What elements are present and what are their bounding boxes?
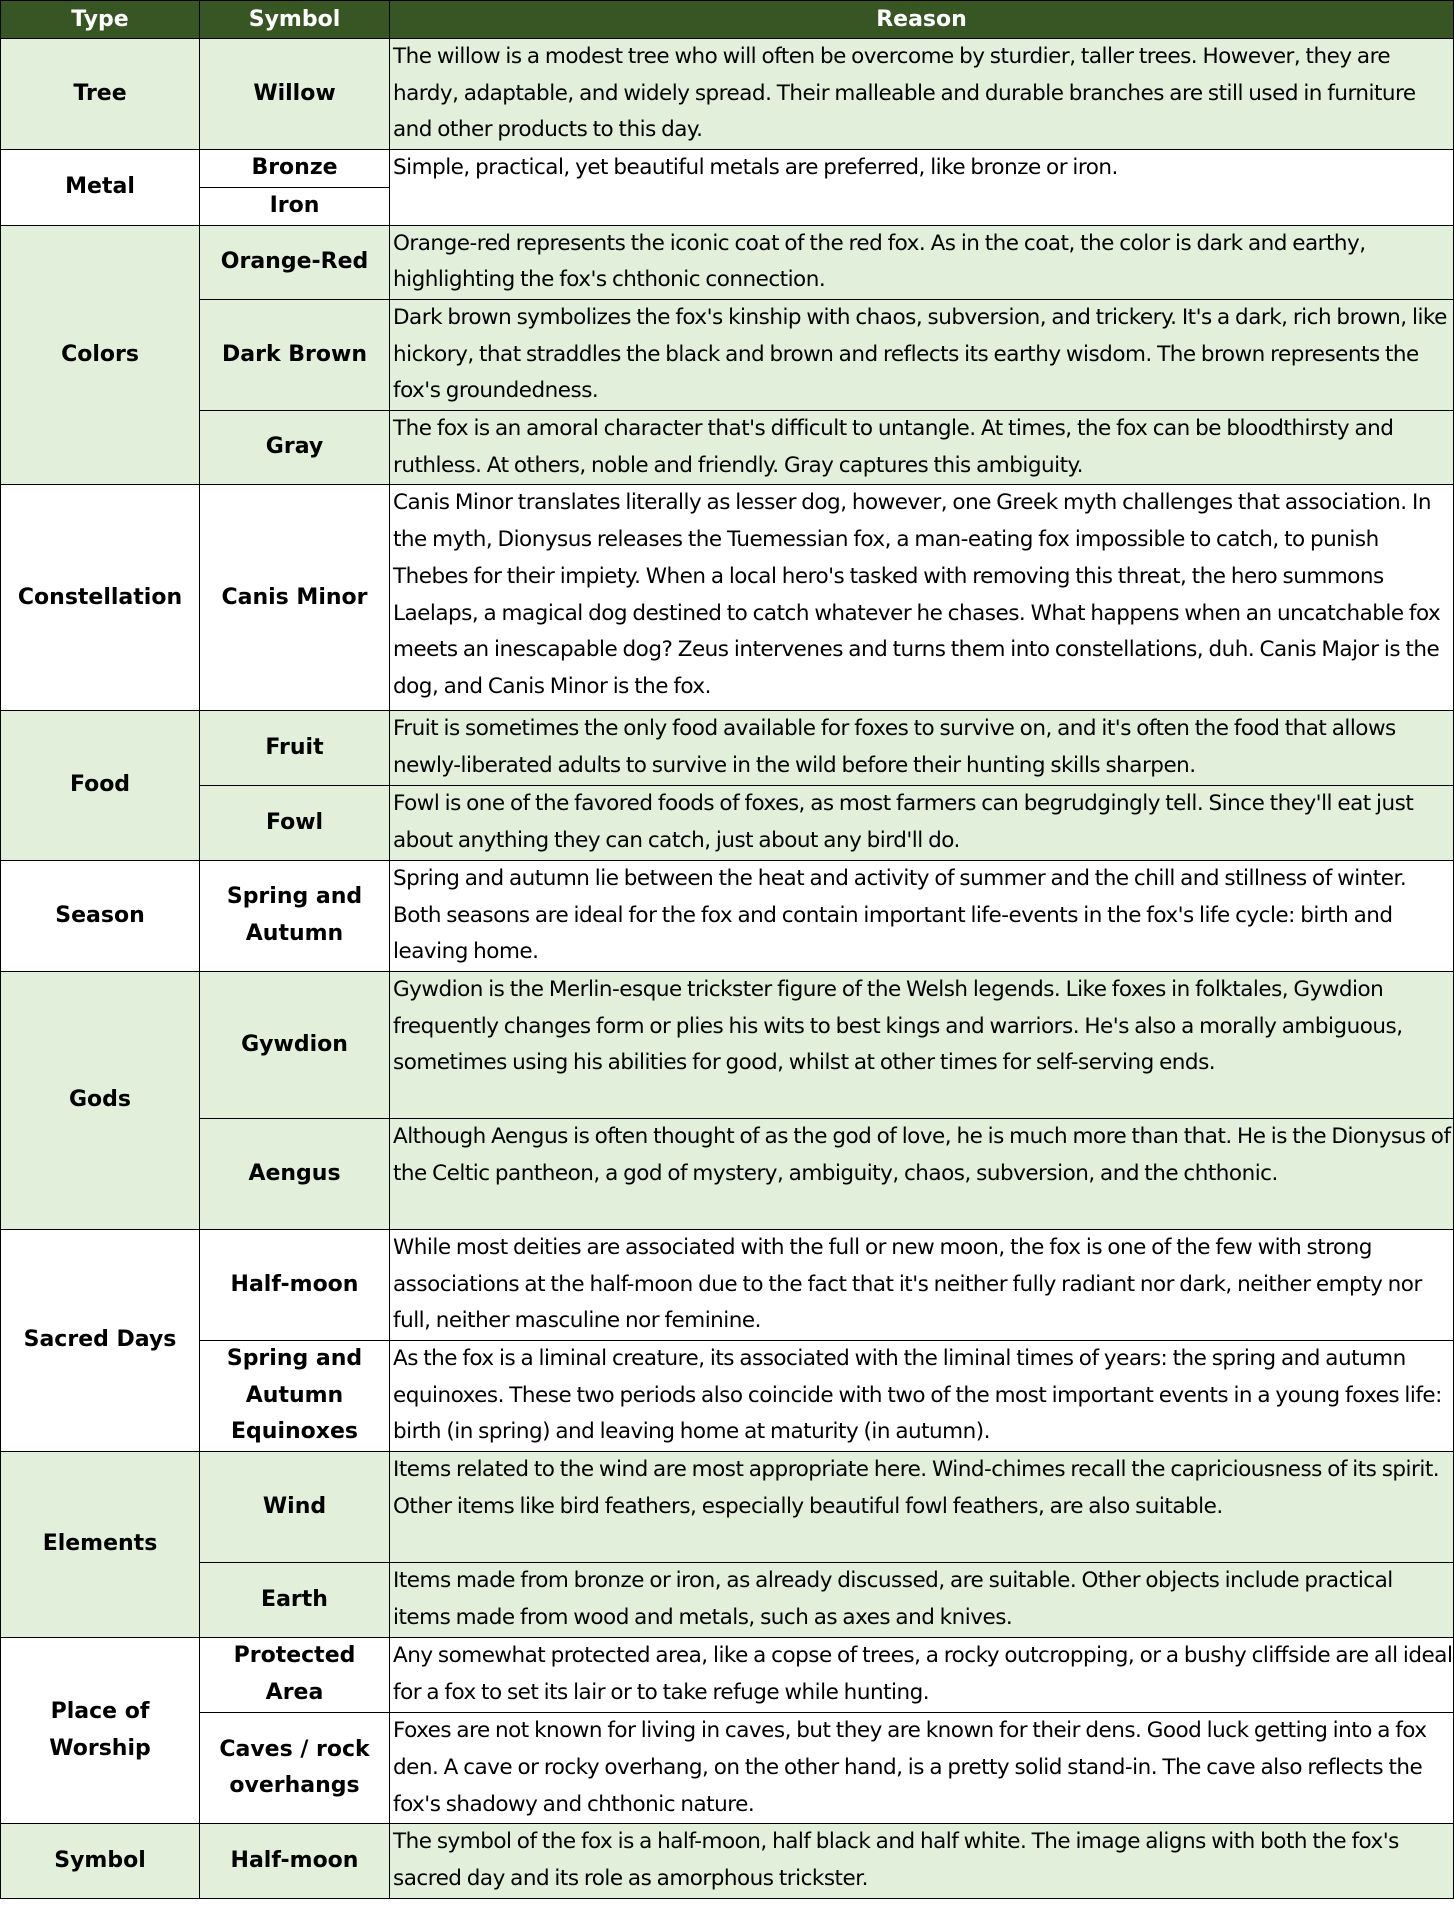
table-row xyxy=(1,1118,1454,1229)
table-row xyxy=(1,786,1454,860)
reason-cell: The fox is an amoral character that's difficult to untangle. At times, the fox can be bloodthirsty and ruthless. At others, noble and friendly. Gray captures this ambiguity. xyxy=(390,411,1454,485)
table-row xyxy=(1,411,1454,485)
type-cell: Tree xyxy=(1,39,200,150)
table-row xyxy=(1,39,1454,150)
header-reason: Reason xyxy=(390,1,1454,39)
reason-cell: Simple, practical, yet beautiful metals are preferred, like bronze or iron. xyxy=(390,150,1454,225)
type-cell: Symbol xyxy=(1,1824,200,1899)
symbol-cell: Half-moon xyxy=(200,1824,390,1899)
reason-cell: Dark brown symbolizes the fox's kinship with chaos, subversion, and trickery. It's a dark, rich brown, like hickory, that straddles the black and brown and reflects its earthy wisdom. The brown represents the fox's groundedness. xyxy=(390,299,1454,410)
table-row xyxy=(1,1341,1454,1452)
reason-cell: Orange-red represents the iconic coat of the red fox. As in the coat, the color is dark and earthy, highlighting the fox's chthonic connection. xyxy=(390,225,1454,299)
symbol-cell: Protected Area xyxy=(200,1638,390,1713)
symbol-cell: Wind xyxy=(200,1452,390,1563)
reason-cell: Any somewhat protected area, like a copse of trees, a rocky outcropping, or a bushy cliffside are all ideal for a fox to set its lair or to take refuge while hunting. xyxy=(390,1638,1454,1713)
reason-cell: Gywdion is the Merlin-esque trickster figure of the Welsh legends. Like foxes in folktales, Gywdion frequently changes form or plies his wits to best kings and warriors. He's also a morally ambiguous, sometimes using his abilities for good, whilst at other times for self-serving ends. xyxy=(390,971,1454,1118)
symbol-cell: Fowl xyxy=(200,786,390,860)
symbol-cell: Half-moon xyxy=(200,1229,390,1340)
type-cell: Food xyxy=(1,711,200,860)
symbol-cell: Caves / rock overhangs xyxy=(200,1713,390,1824)
reason-cell: Items made from bronze or iron, as already discussed, are suitable. Other objects include practical items made from wood and metals, such as axes and knives. xyxy=(390,1563,1454,1638)
table-row xyxy=(1,971,1454,1118)
table-row xyxy=(1,485,1454,711)
symbol-cell: Aengus xyxy=(200,1118,390,1229)
table-row xyxy=(1,1638,1454,1713)
header-symbol: Symbol xyxy=(200,1,390,39)
reason-cell: Items related to the wind are most appropriate here. Wind-chimes recall the capriciousness of its spirit. Other items like bird feathers, especially beautiful fowl feathers, are also suitable. xyxy=(390,1452,1454,1563)
reason-cell: Although Aengus is often thought of as the god of love, he is much more than that. He is the Dionysus of the Celtic pantheon, a god of mystery, ambiguity, chaos, subversion, and the chthonic. xyxy=(390,1118,1454,1229)
type-cell: Sacred Days xyxy=(1,1229,200,1451)
symbol-cell: Spring and Autumn xyxy=(200,860,390,971)
type-cell: Elements xyxy=(1,1452,200,1638)
symbol-cell: Fruit xyxy=(200,711,390,786)
type-cell: Constellation xyxy=(1,485,200,711)
symbol-cell: Dark Brown xyxy=(200,299,390,410)
symbol-cell: Orange-Red xyxy=(200,225,390,299)
table-row xyxy=(1,1563,1454,1638)
reason-cell: Fowl is one of the favored foods of foxes, as most farmers can begrudgingly tell. Since they'll eat just about anything they can catch, just about any bird'll do. xyxy=(390,786,1454,860)
symbol-cell: Bronze xyxy=(200,150,390,188)
table-row xyxy=(1,1229,1454,1340)
reason-cell: While most deities are associated with the full or new moon, the fox is one of the few with strong associations at the half-moon due to the fact that it's neither fully radiant nor dark, neither empty nor full, neither masculine nor feminine. xyxy=(390,1229,1454,1340)
type-cell: Place of Worship xyxy=(1,1638,200,1824)
symbol-cell: Willow xyxy=(200,39,390,150)
type-cell: Metal xyxy=(1,150,200,225)
table-row xyxy=(1,860,1454,971)
reason-cell: Canis Minor translates literally as lesser dog, however, one Greek myth challenges that association. In the myth, Dionysus releases the Tuemessian fox, a man-eating fox impossible to catch, to punish Thebes for their impiety. When a local hero's tasked with removing this threat, the hero summons Laelaps, a magical dog destined to catch whatever he chases. What happens when an uncatchable fox meets an inescapable dog? Zeus intervenes and turns them into constellations, duh. Canis Major is the dog, and Canis Minor is the fox. xyxy=(390,485,1454,711)
header-type: Type xyxy=(1,1,200,39)
reason-cell: As the fox is a liminal creature, its associated with the liminal times of years: the spring and autumn equinoxes. These two periods also coincide with two of the most important events in a young foxes life: birth (in spring) and leaving home at maturity (in autumn). xyxy=(390,1341,1454,1452)
table-row xyxy=(1,1452,1454,1563)
type-cell: Season xyxy=(1,860,200,971)
symbol-cell: Canis Minor xyxy=(200,485,390,711)
type-cell: Colors xyxy=(1,225,200,485)
symbol-cell: Gywdion xyxy=(200,971,390,1118)
symbol-cell: Spring and Autumn Equinoxes xyxy=(200,1341,390,1452)
table-row xyxy=(1,1824,1454,1899)
symbol-cell: Earth xyxy=(200,1563,390,1638)
symbol-cell: Gray xyxy=(200,411,390,485)
header-row xyxy=(1,1,1454,39)
type-cell: Gods xyxy=(1,971,200,1229)
reason-cell: Fruit is sometimes the only food available for foxes to survive on, and it's often the food that allows newly-liberated adults to survive in the wild before their hunting skills sharpen. xyxy=(390,711,1454,786)
table-row xyxy=(1,299,1454,410)
reason-cell: The symbol of the fox is a half-moon, half black and half white. The image aligns with both the fox's sacred day and its role as amorphous trickster. xyxy=(390,1824,1454,1899)
reason-cell: The willow is a modest tree who will often be overcome by sturdier, taller trees. However, they are hardy, adaptable, and widely spread. Their malleable and durable branches are still used in furniture and other products to this day. xyxy=(390,39,1454,150)
reason-cell: Foxes are not known for living in caves, but they are known for their dens. Good luck getting into a fox den. A cave or rocky overhang, on the other hand, is a pretty solid stand-in. The cave also reflects the fox's shadowy and chthonic nature. xyxy=(390,1713,1454,1824)
reason-cell: Spring and autumn lie between the heat and activity of summer and the chill and stillness of winter. Both seasons are ideal for the fox and contain important life-events in the fox's life cycle: birth and leaving home. xyxy=(390,860,1454,971)
symbol-cell: Iron xyxy=(200,187,390,225)
table-row xyxy=(1,1713,1454,1824)
table-row xyxy=(1,150,1454,188)
table-row xyxy=(1,711,1454,786)
table-row xyxy=(1,225,1454,299)
